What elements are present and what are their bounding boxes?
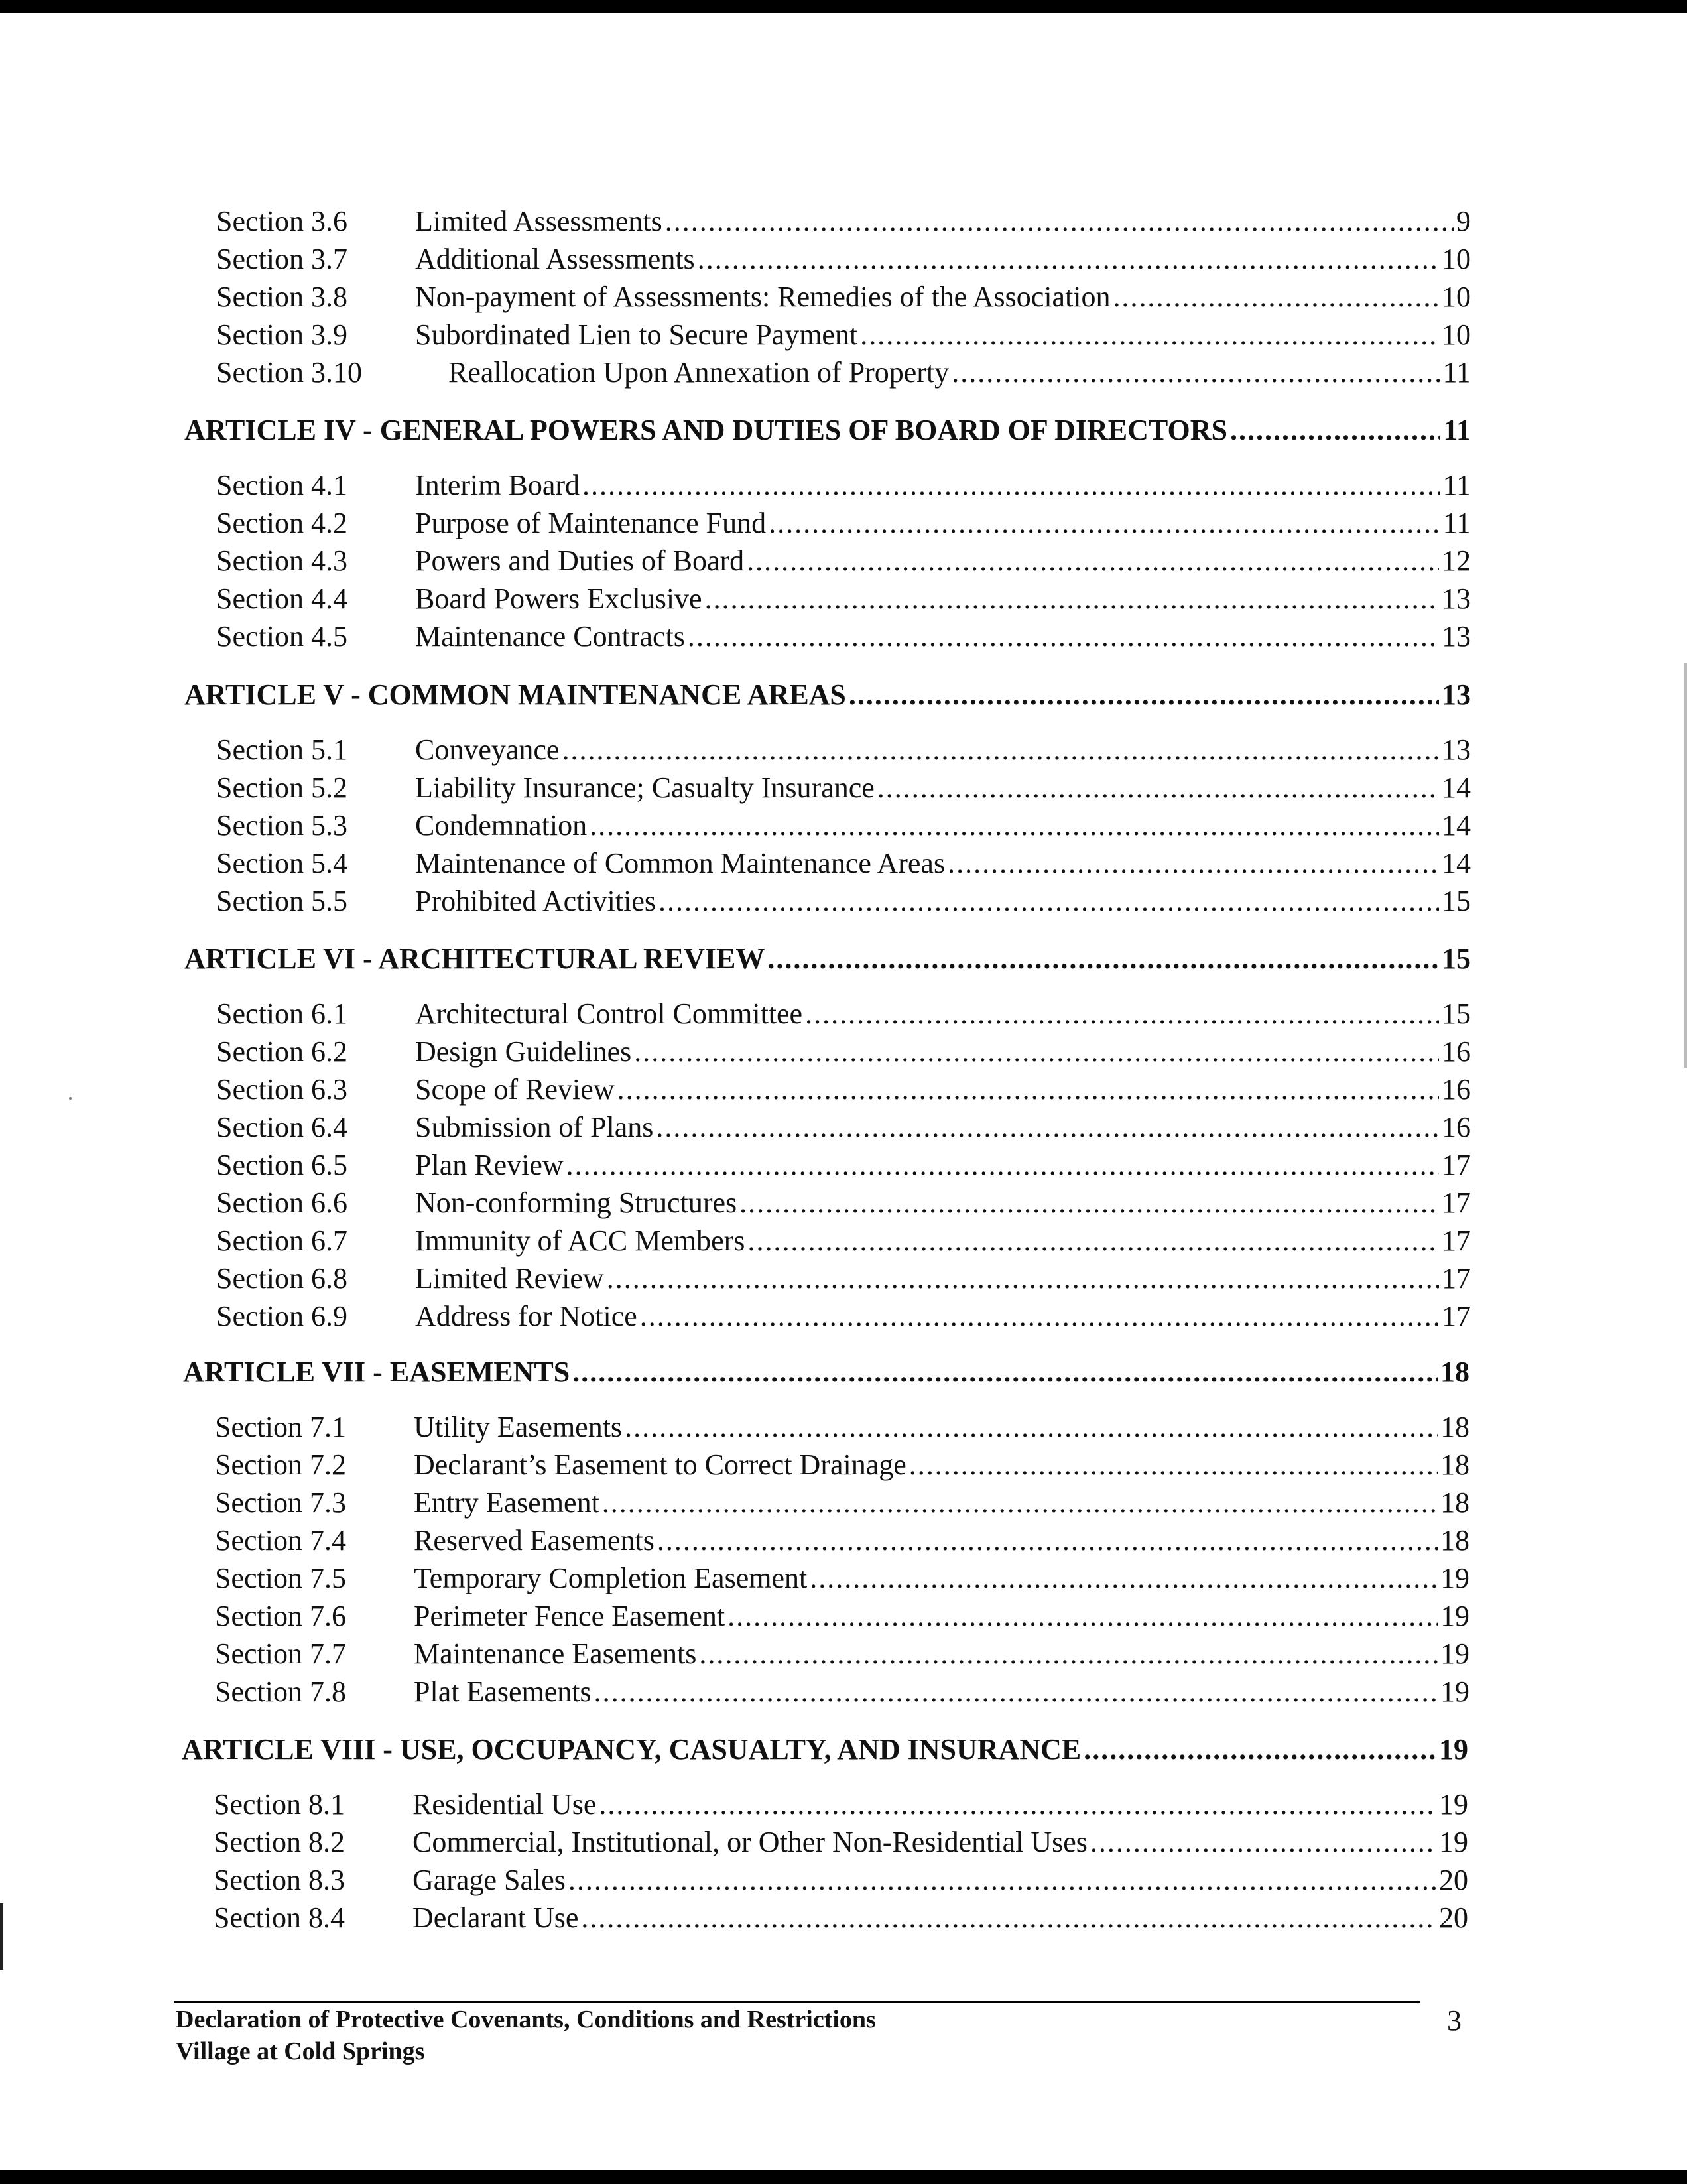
dot-leader <box>810 1560 1438 1597</box>
toc-entry-6-9[interactable] <box>216 1298 1471 1335</box>
toc-entry-7-7[interactable] <box>215 1636 1469 1673</box>
dot-leader <box>617 1071 1439 1108</box>
page-number: 19 <box>1440 1675 1469 1708</box>
page-number: 13 <box>1442 734 1471 766</box>
toc-entry-5-3[interactable] <box>216 807 1471 844</box>
page-number: 19 <box>1440 1600 1469 1632</box>
dot-leader <box>767 940 1439 978</box>
section-number: Section 7.7 <box>215 1638 346 1670</box>
section-number: Section 6.1 <box>216 997 347 1030</box>
section-title: Maintenance Contracts <box>415 620 685 653</box>
toc-entry-6-2[interactable] <box>216 1033 1471 1070</box>
dot-leader <box>625 1409 1438 1446</box>
footer-subtitle: Village at Cold Springs <box>176 2037 425 2065</box>
section-number: Section 5.1 <box>216 734 347 766</box>
dot-leader <box>727 1598 1438 1635</box>
section-title: Purpose of Maintenance Fund <box>415 507 767 539</box>
article-title: ARTICLE V - COMMON MAINTENANCE AREAS <box>184 678 846 711</box>
toc-entry-3-7[interactable] <box>216 241 1471 278</box>
section-title: Interim Board <box>415 469 580 501</box>
toc-entry-4-2[interactable] <box>216 505 1471 542</box>
page-number: 17 <box>1442 1300 1471 1332</box>
page-number: 10 <box>1442 281 1471 313</box>
toc-entry-3-8[interactable] <box>216 279 1471 316</box>
dot-leader <box>657 1522 1438 1559</box>
page-number: 14 <box>1442 771 1471 804</box>
dot-leader <box>566 1147 1439 1184</box>
page-number: 16 <box>1442 1035 1471 1068</box>
toc-entry-6-1[interactable] <box>216 996 1471 1033</box>
section-number: Section 6.3 <box>216 1073 347 1106</box>
section-title: Reserved Easements <box>414 1524 655 1557</box>
section-title: Scope of Review <box>415 1073 615 1106</box>
dot-leader <box>607 1260 1439 1297</box>
toc-entry-5-1[interactable] <box>216 732 1471 769</box>
page-number: 16 <box>1442 1073 1471 1106</box>
page-number: 19 <box>1440 1638 1469 1670</box>
page-number: 18 <box>1440 1411 1469 1443</box>
section-number: Section 6.7 <box>216 1224 347 1257</box>
section-title: Prohibited Activities <box>415 885 656 917</box>
section-title: Architectural Control Committee <box>415 997 803 1030</box>
section-title: Powers and Duties of Board <box>415 545 745 577</box>
section-title: Utility Easements <box>414 1411 623 1443</box>
section-number: Section 4.1 <box>216 469 347 501</box>
dot-leader <box>590 807 1439 844</box>
section-number: Section 4.5 <box>216 620 347 653</box>
page-number: 19 <box>1439 1788 1468 1821</box>
bottom-scan-border <box>0 2170 1687 2184</box>
section-number: Section 7.6 <box>215 1600 346 1632</box>
dot-leader <box>860 316 1439 353</box>
section-title: Immunity of ACC Members <box>415 1224 745 1257</box>
page-number: 17 <box>1442 1262 1471 1295</box>
dot-leader <box>877 769 1439 806</box>
section-title: Plan Review <box>415 1149 564 1181</box>
dot-leader <box>602 1484 1438 1521</box>
page-number: 18 <box>1440 1356 1469 1388</box>
section-number: Section 6.8 <box>216 1262 347 1295</box>
section-number: Section 3.9 <box>216 318 347 351</box>
section-title: Plat Easements <box>414 1675 592 1708</box>
section-title: Limited Assessments <box>415 205 662 237</box>
dot-leader <box>747 1222 1439 1259</box>
section-title: Additional Assessments <box>415 243 695 275</box>
article-title: ARTICLE VI - ARCHITECTURAL REVIEW <box>184 942 765 975</box>
dot-leader <box>572 1354 1438 1391</box>
dot-leader <box>769 505 1440 542</box>
page-number: 17 <box>1442 1224 1471 1257</box>
section-title: Reallocation Upon Annexation of Property <box>448 356 950 389</box>
section-number: Section 4.3 <box>216 545 347 577</box>
section-title: Entry Easement <box>414 1486 599 1519</box>
section-title: Condemnation <box>415 809 588 842</box>
section-number: Section 3.8 <box>216 281 347 313</box>
toc-entry-5-2[interactable] <box>216 769 1471 806</box>
article-title: ARTICLE VII - EASEMENTS <box>183 1356 570 1388</box>
toc-entry-7-4[interactable] <box>215 1522 1469 1559</box>
toc-entry-5-5[interactable] <box>216 883 1471 920</box>
section-number: Section 6.9 <box>216 1300 347 1332</box>
section-number: Section 8.3 <box>214 1864 345 1896</box>
dot-leader <box>805 996 1439 1033</box>
toc-entry-6-7[interactable] <box>216 1222 1471 1259</box>
section-title: Garage Sales <box>412 1864 566 1896</box>
toc-entry-8-1[interactable] <box>214 1786 1468 1823</box>
toc-entry-8-3[interactable] <box>214 1862 1468 1899</box>
page-number: 18 <box>1440 1524 1469 1557</box>
section-title: Perimeter Fence Easement <box>414 1600 725 1632</box>
section-title: Non-payment of Assessments: Remedies of the Association <box>415 281 1111 313</box>
section-number: Section 7.4 <box>215 1524 346 1557</box>
dot-leader <box>705 580 1439 617</box>
page-number: 10 <box>1442 243 1471 275</box>
footer-page-number: 3 <box>1447 2004 1462 2037</box>
page-number: 18 <box>1440 1448 1469 1481</box>
section-title: Temporary Completion Easement <box>414 1562 808 1594</box>
page-number: 11 <box>1442 469 1471 501</box>
dot-leader <box>909 1446 1438 1484</box>
dot-leader <box>665 203 1454 240</box>
toc-entry-8-4[interactable] <box>214 1899 1468 1937</box>
page-number: 18 <box>1440 1486 1469 1519</box>
section-title: Conveyance <box>415 734 560 766</box>
page-number: 20 <box>1439 1864 1468 1896</box>
toc-article-8[interactable] <box>182 1731 1468 1768</box>
page-number: 19 <box>1439 1826 1468 1858</box>
section-title: Declarant Use <box>412 1901 579 1934</box>
page-number: 15 <box>1442 942 1471 975</box>
dot-leader <box>747 543 1439 580</box>
page-number: 20 <box>1439 1901 1468 1934</box>
page-number: 13 <box>1442 620 1471 653</box>
toc-article-6[interactable] <box>184 940 1471 978</box>
top-scan-border <box>0 0 1687 13</box>
section-number: Section 8.4 <box>214 1901 345 1934</box>
right-scan-mark <box>1684 663 1687 1068</box>
page-number: 17 <box>1442 1149 1471 1181</box>
dot-leader <box>640 1298 1439 1335</box>
toc-entry-8-2[interactable] <box>214 1824 1468 1861</box>
dot-leader <box>599 1786 1436 1823</box>
dot-leader <box>656 1109 1439 1146</box>
dot-leader <box>1113 279 1439 316</box>
toc-entry-7-8[interactable] <box>215 1673 1469 1710</box>
dot-leader <box>562 732 1439 769</box>
section-number: Section 4.4 <box>216 582 347 615</box>
dot-leader <box>1230 412 1440 449</box>
dot-leader <box>1084 1731 1436 1768</box>
left-scan-mark <box>0 1903 3 1970</box>
scan-speck <box>69 1097 72 1100</box>
page-number: 17 <box>1442 1187 1471 1219</box>
section-title: Design Guidelines <box>415 1035 632 1068</box>
dot-leader <box>698 241 1439 278</box>
page-number: 19 <box>1439 1733 1468 1766</box>
section-number: Section 4.2 <box>216 507 347 539</box>
section-number: Section 7.5 <box>215 1562 346 1594</box>
toc-entry-6-5[interactable] <box>216 1147 1471 1184</box>
toc-entry-6-8[interactable] <box>216 1260 1471 1297</box>
dot-leader <box>634 1033 1439 1070</box>
section-number: Section 7.3 <box>215 1486 346 1519</box>
toc-entry-3-9[interactable] <box>216 316 1471 353</box>
section-number: Section 6.2 <box>216 1035 347 1068</box>
section-title: Residential Use <box>412 1788 597 1821</box>
section-number: Section 3.10 <box>216 356 362 389</box>
dot-leader <box>739 1185 1439 1222</box>
toc-article-4[interactable] <box>184 412 1471 449</box>
toc-entry-7-1[interactable] <box>215 1409 1469 1446</box>
page-number: 16 <box>1442 1111 1471 1143</box>
page-number: 14 <box>1442 809 1471 842</box>
section-title: Address for Notice <box>415 1300 637 1332</box>
page-number: 15 <box>1442 997 1471 1030</box>
dot-leader <box>1090 1824 1436 1861</box>
section-title: Limited Review <box>415 1262 604 1295</box>
page-number: 13 <box>1442 582 1471 615</box>
toc-article-5[interactable] <box>184 676 1471 714</box>
page-number: 19 <box>1440 1562 1469 1594</box>
toc-entry-7-5[interactable] <box>215 1560 1469 1597</box>
toc-entry-3-6[interactable] <box>216 203 1471 240</box>
toc-entry-7-2[interactable] <box>215 1446 1469 1484</box>
section-number: Section 3.6 <box>216 205 347 237</box>
dot-leader <box>568 1862 1436 1899</box>
page-number: 15 <box>1442 885 1471 917</box>
toc-entry-4-1[interactable] <box>216 467 1471 504</box>
dot-leader <box>594 1673 1438 1710</box>
toc-entry-6-6[interactable] <box>216 1185 1471 1222</box>
section-number: Section 5.5 <box>216 885 347 917</box>
toc-entry-6-3[interactable] <box>216 1071 1471 1108</box>
section-title: Maintenance Easements <box>414 1638 697 1670</box>
dot-leader <box>699 1636 1438 1673</box>
article-title: ARTICLE VIII - USE, OCCUPANCY, CASUALTY, AND INSURANCE <box>182 1733 1082 1766</box>
toc-entry-7-3[interactable] <box>215 1484 1469 1521</box>
section-number: Section 7.8 <box>215 1675 346 1708</box>
footer-rule <box>174 2001 1420 2003</box>
dot-leader <box>658 883 1439 920</box>
section-number: Section 6.4 <box>216 1111 347 1143</box>
dot-leader <box>688 618 1439 655</box>
section-number: Section 5.2 <box>216 771 347 804</box>
page-number: 13 <box>1442 678 1471 711</box>
dot-leader <box>952 354 1440 391</box>
section-number: Section 6.5 <box>216 1149 347 1181</box>
section-title: Commercial, Institutional, or Other Non-Residential Uses <box>412 1826 1088 1858</box>
page-number: 11 <box>1442 507 1471 539</box>
section-title: Declarant’s Easement to Correct Drainage <box>414 1448 906 1481</box>
toc-entry-4-5[interactable] <box>216 618 1471 655</box>
dot-leader <box>849 676 1439 714</box>
page-number: 9 <box>1456 205 1471 237</box>
section-number: Section 7.1 <box>215 1411 346 1443</box>
section-title: Submission of Plans <box>415 1111 654 1143</box>
section-number: Section 6.6 <box>216 1187 347 1219</box>
section-number: Section 3.7 <box>216 243 347 275</box>
toc-entry-4-4[interactable] <box>216 580 1471 617</box>
section-number: Section 7.2 <box>215 1448 346 1481</box>
toc-entry-5-4[interactable] <box>216 845 1471 882</box>
toc-entry-6-4[interactable] <box>216 1109 1471 1146</box>
section-number: Section 8.2 <box>214 1826 345 1858</box>
section-number: Section 5.4 <box>216 847 347 879</box>
footer-document-title: Declaration of Protective Covenants, Conditions and Restrictions <box>176 2006 876 2033</box>
section-title: Maintenance of Common Maintenance Areas <box>415 847 946 879</box>
page-number: 11 <box>1442 356 1471 389</box>
section-title: Non-conforming Structures <box>415 1187 737 1219</box>
section-title: Liability Insurance; Casualty Insurance <box>415 771 875 804</box>
page-number: 10 <box>1442 318 1471 351</box>
page-number: 12 <box>1442 545 1471 577</box>
article-title: ARTICLE IV - GENERAL POWERS AND DUTIES OF BOARD OF DIRECTORS <box>184 414 1227 446</box>
toc-entry-3-10[interactable] <box>216 354 1471 391</box>
section-title: Board Powers Exclusive <box>415 582 702 615</box>
toc-article-7[interactable] <box>183 1354 1469 1391</box>
section-number: Section 5.3 <box>216 809 347 842</box>
section-title: Subordinated Lien to Secure Payment <box>415 318 858 351</box>
dot-leader <box>948 845 1439 882</box>
toc-entry-4-3[interactable] <box>216 543 1471 580</box>
dot-leader <box>582 467 1440 504</box>
toc-entry-7-6[interactable] <box>215 1598 1469 1635</box>
page-number: 14 <box>1442 847 1471 879</box>
dot-leader <box>581 1899 1436 1937</box>
page-number: 11 <box>1443 414 1471 446</box>
section-number: Section 8.1 <box>214 1788 345 1821</box>
